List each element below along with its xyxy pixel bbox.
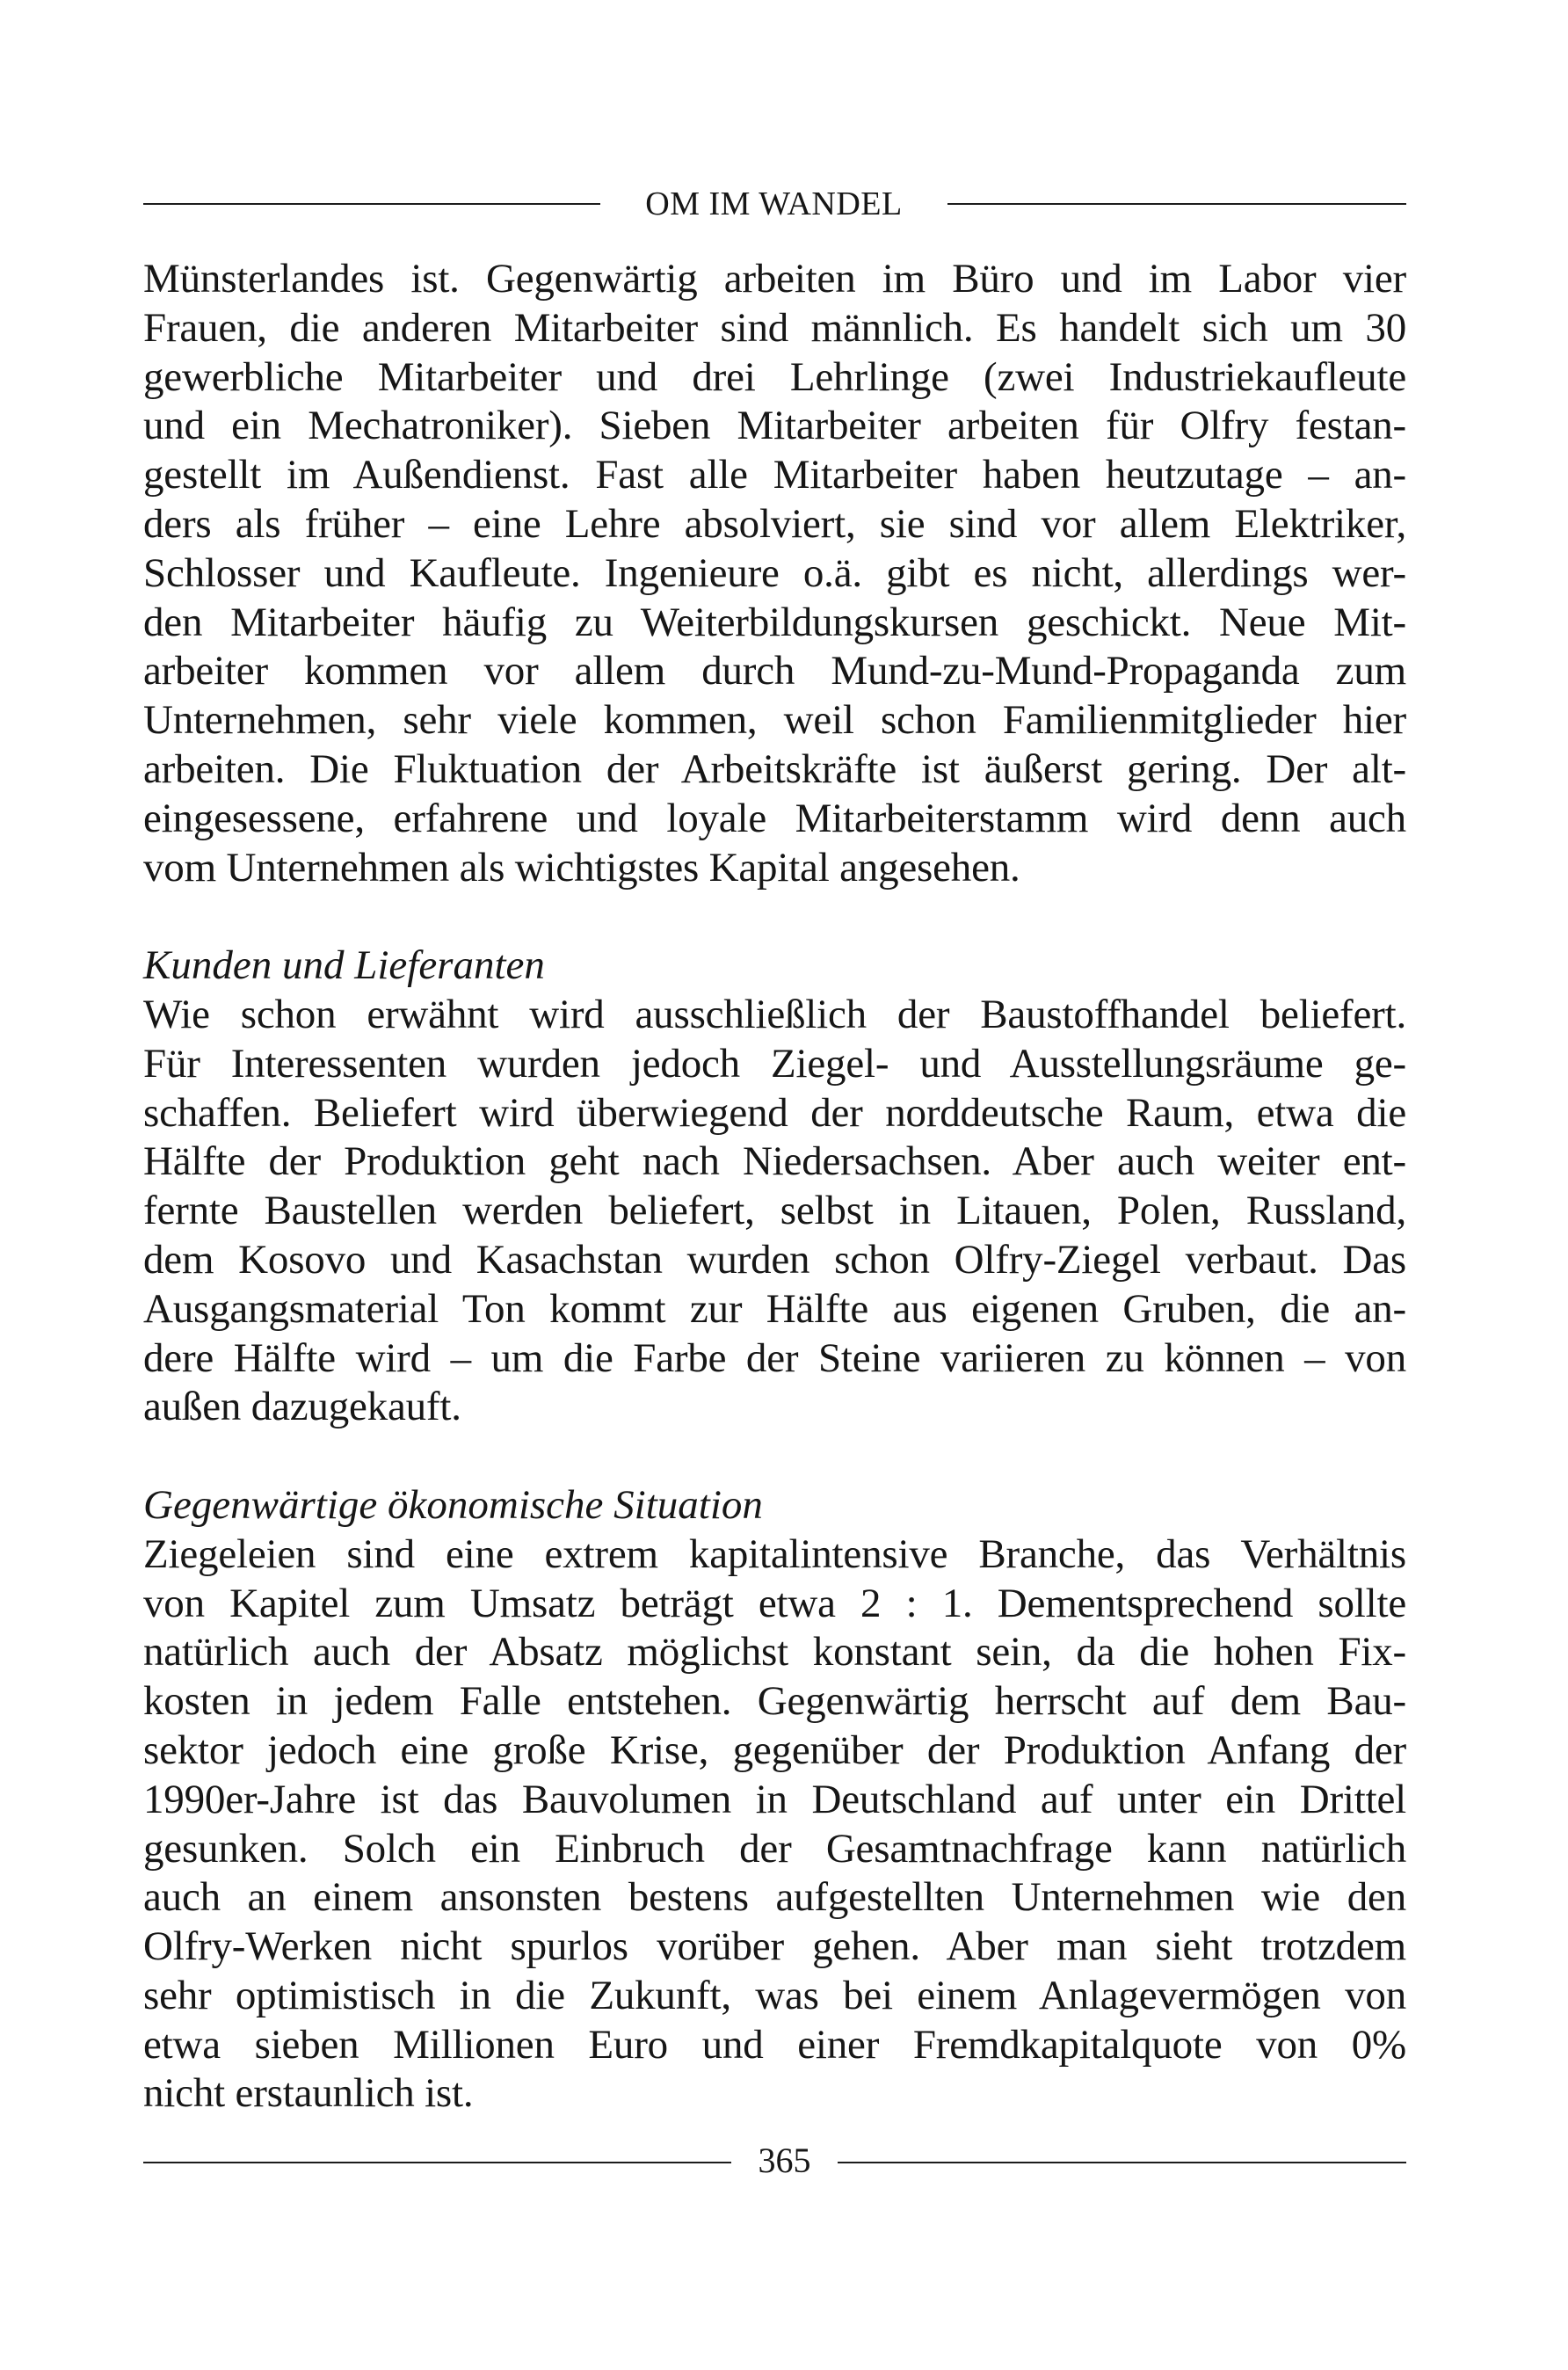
header-rule-right [947,203,1406,205]
text-line: ders als früher – eine Lehre absolviert, sie sind vor allem Elektriker, [143,500,1406,547]
paragraph-staff [143,255,1406,892]
section-heading: Gegenwärtige ökonomische Situation [143,1481,763,1528]
text-line: Für Interessenten wurden jedoch Ziegel- und Ausstellungsräume ge- [143,1040,1406,1087]
text-line: vom Unternehmen als wichtigstes Kapital angesehen. [143,844,1020,891]
text-line: Wie schon erwähnt wird ausschließlich der Baustoffhandel beliefert. [143,991,1406,1037]
text-line: gesunken. Solch ein Einbruch der Gesamtnachfrage kann natürlich [143,1825,1406,1872]
section-heading: Kunden und Lieferanten [143,942,545,989]
running-head [143,181,1406,225]
text-line: Frauen, die anderen Mitarbeiter sind männlich. Es handelt sich um 30 [143,304,1406,351]
text-line: natürlich auch der Absatz möglichst konstant sein, da die hohen Fix- [143,1629,1406,1676]
text-line: arbeiter kommen vor allem durch Mund-zu-Mund-Propaganda zum [143,648,1406,694]
text-line: außen dazugekauft. [143,1384,461,1430]
text-line: 1990er-Jahre ist das Bauvolumen in Deutschland auf unter ein Drittel [143,1776,1406,1822]
section-kunden-lieferanten [143,941,1406,1432]
text-line: kosten in jedem Falle entstehen. Gegenwärtig herrscht auf dem Bau- [143,1678,1406,1725]
text-line: dere Hälfte wird – um die Farbe der Steine variieren zu können – von [143,1334,1406,1381]
text-line: auch an einem ansonsten bestens aufgestellten Unternehmen wie den [143,1874,1406,1921]
text-line: sektor jedoch eine große Krise, gegenüber der Produktion Anfang der [143,1727,1406,1773]
text-line: Münsterlandes ist. Gegenwärtig arbeiten im Büro und im Labor vier [143,256,1406,302]
text-line: dem Kosovo und Kasachstan wurden schon Olfry-Ziegel verbaut. Das [143,1236,1406,1283]
text-line: etwa sieben Millionen Euro und einer Fremdkapitalquote von 0% [143,2021,1406,2068]
body-text [143,255,1406,2119]
text-line: Olfry-Werken nicht spurlos vorüber gehen. Aber man sieht trotzdem [143,1923,1406,1970]
running-head-title: OM IM WANDEL [645,185,903,222]
text-line: den Mitarbeiter häufig zu Weiterbildungskursen geschickt. Neue Mit- [143,599,1406,645]
text-line: arbeiten. Die Fluktuation der Arbeitskräfte ist äußerst gering. Der alt- [143,745,1406,792]
text-line: gestellt im Außendienst. Fast alle Mitarbeiter haben heutzutage – an- [143,452,1406,498]
text-line: und ein Mechatroniker). Sieben Mitarbeiter arbeiten für Olfry festan- [143,403,1406,449]
footer-rule-right [838,2162,1406,2163]
text-line: fernte Baustellen werden beliefert, selbst in Litauen, Polen, Russland, [143,1188,1406,1234]
footer-rule-left [143,2162,731,2163]
text-line: sehr optimistisch in die Zukunft, was bei einem Anlagevermögen von [143,1972,1406,2018]
text-line: Unternehmen, sehr viele kommen, weil schon Familienmitglieder hier [143,697,1406,744]
page-footer [143,2141,1406,2185]
text-line: Ausgangsmaterial Ton kommt zur Hälfte aus eigenen Gruben, die an- [143,1285,1406,1332]
text-line: schaffen. Beliefert wird überwiegend der norddeutsche Raum, etwa die [143,1089,1406,1136]
text-line: nicht erstaunlich ist. [143,2070,474,2117]
book-page [143,0,1406,2370]
text-line: gewerbliche Mitarbeiter und drei Lehrlinge (zwei Industriekaufleute [143,353,1406,400]
page-number: 365 [758,2141,811,2180]
header-rule-left [143,203,600,205]
text-line: von Kapitel zum Umsatz beträgt etwa 2 : 1. Dementsprechend sollte [143,1580,1406,1626]
text-line: Ziegeleien sind eine extrem kapitalintensive Branche, das Verhältnis [143,1530,1406,1577]
text-line: Hälfte der Produktion geht nach Niedersachsen. Aber auch weiter ent- [143,1138,1406,1185]
text-line: Schlosser und Kaufleute. Ingenieure o.ä. gibt es nicht, allerdings wer- [143,549,1406,596]
section-oekonomische-situation [143,1481,1406,2119]
text-line: eingesessene, erfahrene und loyale Mitarbeiterstamm wird denn auch [143,795,1406,841]
